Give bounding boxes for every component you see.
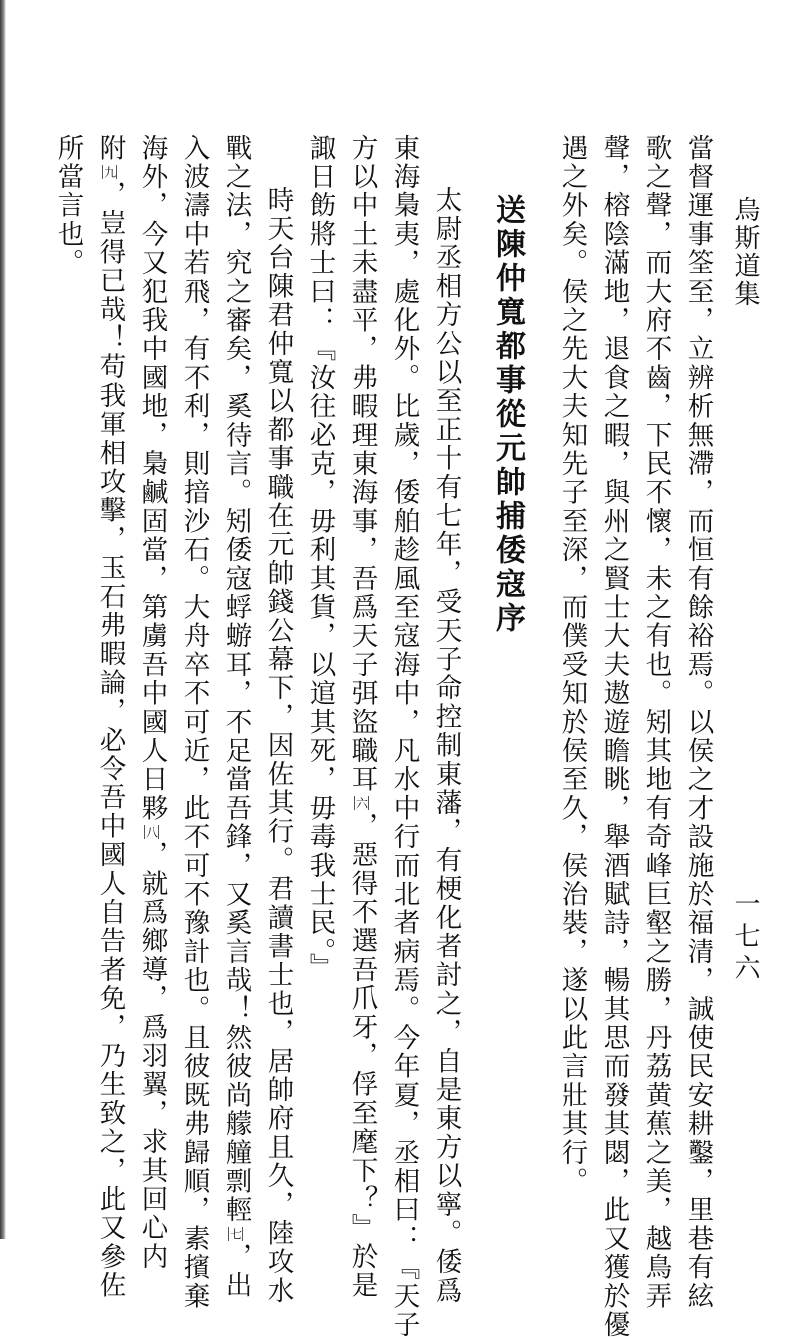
text-column-10: 時天台陳君仲寬以都事職在元帥錢公幕下，因佐其行。君讀書士也，居帥府且久，陸攻水 xyxy=(262,186,294,1306)
text-column-11: 戰之法，究之審矣，奚待言。矧倭寇蜉蝣耳，不足當吾鋒，又奚言哉！然彼尚艨艟剽輕七，出 xyxy=(220,134,252,1301)
essay-title: 送陳仲寬都事從元帥捕倭寇序 xyxy=(490,194,525,636)
scan-edge xyxy=(0,0,6,1239)
text-column-4: 遇之外矣。侯之先大夫知先子至深，而僕受知於侯至久，侯治裝，遂以此言壯其行。 xyxy=(556,134,588,1196)
text-column-12: 入波濤中若飛，有不利，則揞沙石。大舟卒不可近，此不可不豫計也。且彼既弗歸順，素擯棄 xyxy=(178,134,210,1311)
text-column-3: 聲，榕陰滿地，退食之暇，與州之賢士大夫遨遊瞻眺，舉酒賦詩，暢其思而發其閟，此又獲於優 xyxy=(598,134,630,1339)
text-column-15: 所當言也。 xyxy=(52,134,84,278)
note-marker: 八 xyxy=(144,825,159,838)
text-column-7: 東海梟夷，處化外。比歲，倭舶趁風至寇海中，凡水中行而北者病焉。今年夏，丞相曰：『天子 xyxy=(388,134,420,1339)
running-head: 烏斯道集 xyxy=(730,196,760,308)
note-marker: 九 xyxy=(102,165,117,178)
page-number: 一七六 xyxy=(730,890,760,986)
text-column-1: 當督運事筌至，立辨析無滯，而恒有餘裕焉。以侯之才設施於福清，誠使民安耕鑿，里巷有絃 xyxy=(682,134,714,1311)
text-column-6: 太尉丞相方公以至正十有七年，受天子命控制東藩，有梗化者討之，自是東方以寧。倭爲 xyxy=(430,186,462,1306)
note-marker: 七 xyxy=(228,1227,243,1240)
text-column-14: 附九，豈得已哉！苟我軍相攻擊，玉石弗暇論，必令吾中國人自告者免，乃生致之，此又參佐 xyxy=(94,134,126,1301)
text-column-2: 歌之聲，而大府不齒，下民不懷，未之有也。矧其地有奇峰巨壑之勝，丹荔黄蕉之美，越鳥弄 xyxy=(640,134,672,1311)
text-column-9: 諏日飭將士曰：『汝往必克，毋利其貨，以逭其死，毋毒我士民。』 xyxy=(304,134,336,982)
note-marker: 六 xyxy=(354,797,369,810)
text-column-13: 海外，今又犯我中國地，梟鹹固當，第虜吾中國人日夥八，就爲鄉導，爲羽翼，求其回心内 xyxy=(136,134,168,1272)
text-column-8: 方以中土未盡平，弗暇理東海事，吾爲天子弭盜職耳六，惡得不選吾爪牙，俘至麾下？』於是 xyxy=(346,134,378,1301)
